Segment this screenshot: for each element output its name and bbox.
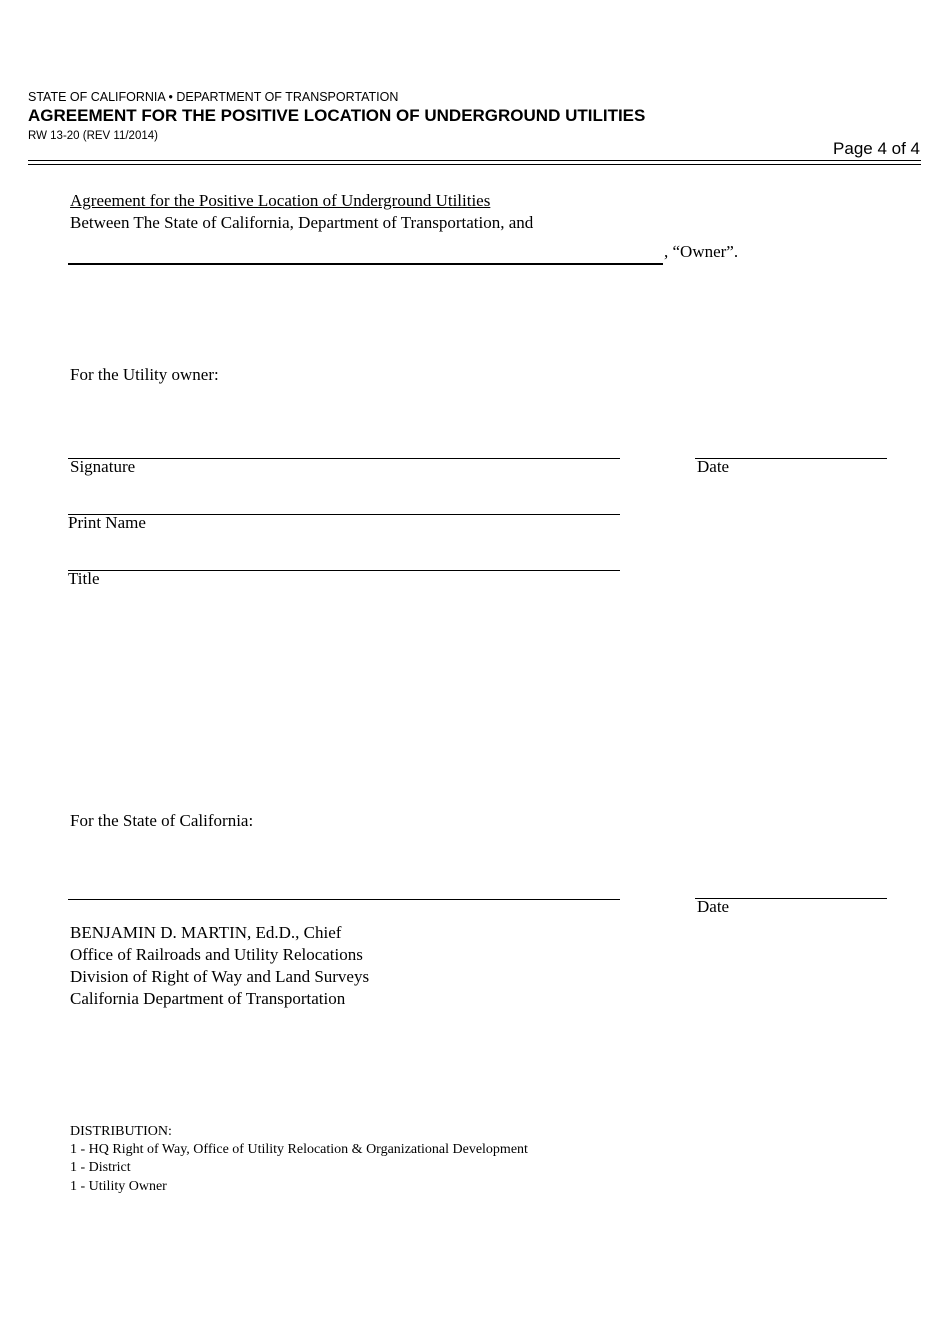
state-signatory-department: California Department of Transportation [70, 989, 346, 1008]
header-rule-top [28, 160, 921, 161]
utility-date-field[interactable] [695, 434, 887, 459]
state-label: For the State of California: [70, 811, 254, 830]
agreement-between: Between The State of California, Department of Transportation, and [70, 213, 534, 232]
state-signatory-name: BENJAMIN D. MARTIN, Ed.D., Chief [70, 923, 342, 942]
agency-line: STATE OF CALIFORNIA • DEPARTMENT OF TRANSPORTATION [28, 90, 399, 104]
utility-date-label: Date [697, 457, 730, 476]
state-date-field[interactable] [695, 874, 887, 899]
state-signatory-office: Office of Railroads and Utility Relocations [70, 945, 363, 964]
state-date-label: Date [697, 897, 730, 916]
utility-signature-label: Signature [70, 457, 136, 476]
distribution-heading: DISTRIBUTION: [70, 1124, 172, 1139]
utility-print-name-label: Print Name [68, 513, 146, 532]
utility-title-field[interactable] [68, 546, 620, 571]
header-rule-bottom [28, 164, 921, 165]
state-signatory-division: Division of Right of Way and Land Surveys [70, 967, 370, 986]
page-indicator: Page 4 of 4 [833, 139, 920, 158]
utility-signature-field[interactable] [68, 434, 620, 459]
distribution-item: 1 - HQ Right of Way, Office of Utility Relocation & Organizational Development [70, 1142, 528, 1157]
state-signature-field[interactable] [68, 875, 620, 900]
distribution-item: 1 - Utility Owner [70, 1179, 167, 1194]
utility-print-name-field[interactable] [68, 490, 620, 515]
form-title: AGREEMENT FOR THE POSITIVE LOCATION OF UNDERGROUND UTILITIES [28, 106, 646, 125]
owner-name-field[interactable] [68, 238, 663, 265]
owner-suffix: , “Owner”. [664, 242, 739, 261]
form-number: RW 13-20 (REV 11/2014) [28, 130, 158, 142]
utility-title-label: Title [68, 569, 100, 588]
utility-owner-label: For the Utility owner: [70, 365, 219, 384]
distribution-item: 1 - District [70, 1160, 131, 1175]
agreement-heading: Agreement for the Positive Location of Underground Utilities [70, 191, 491, 210]
